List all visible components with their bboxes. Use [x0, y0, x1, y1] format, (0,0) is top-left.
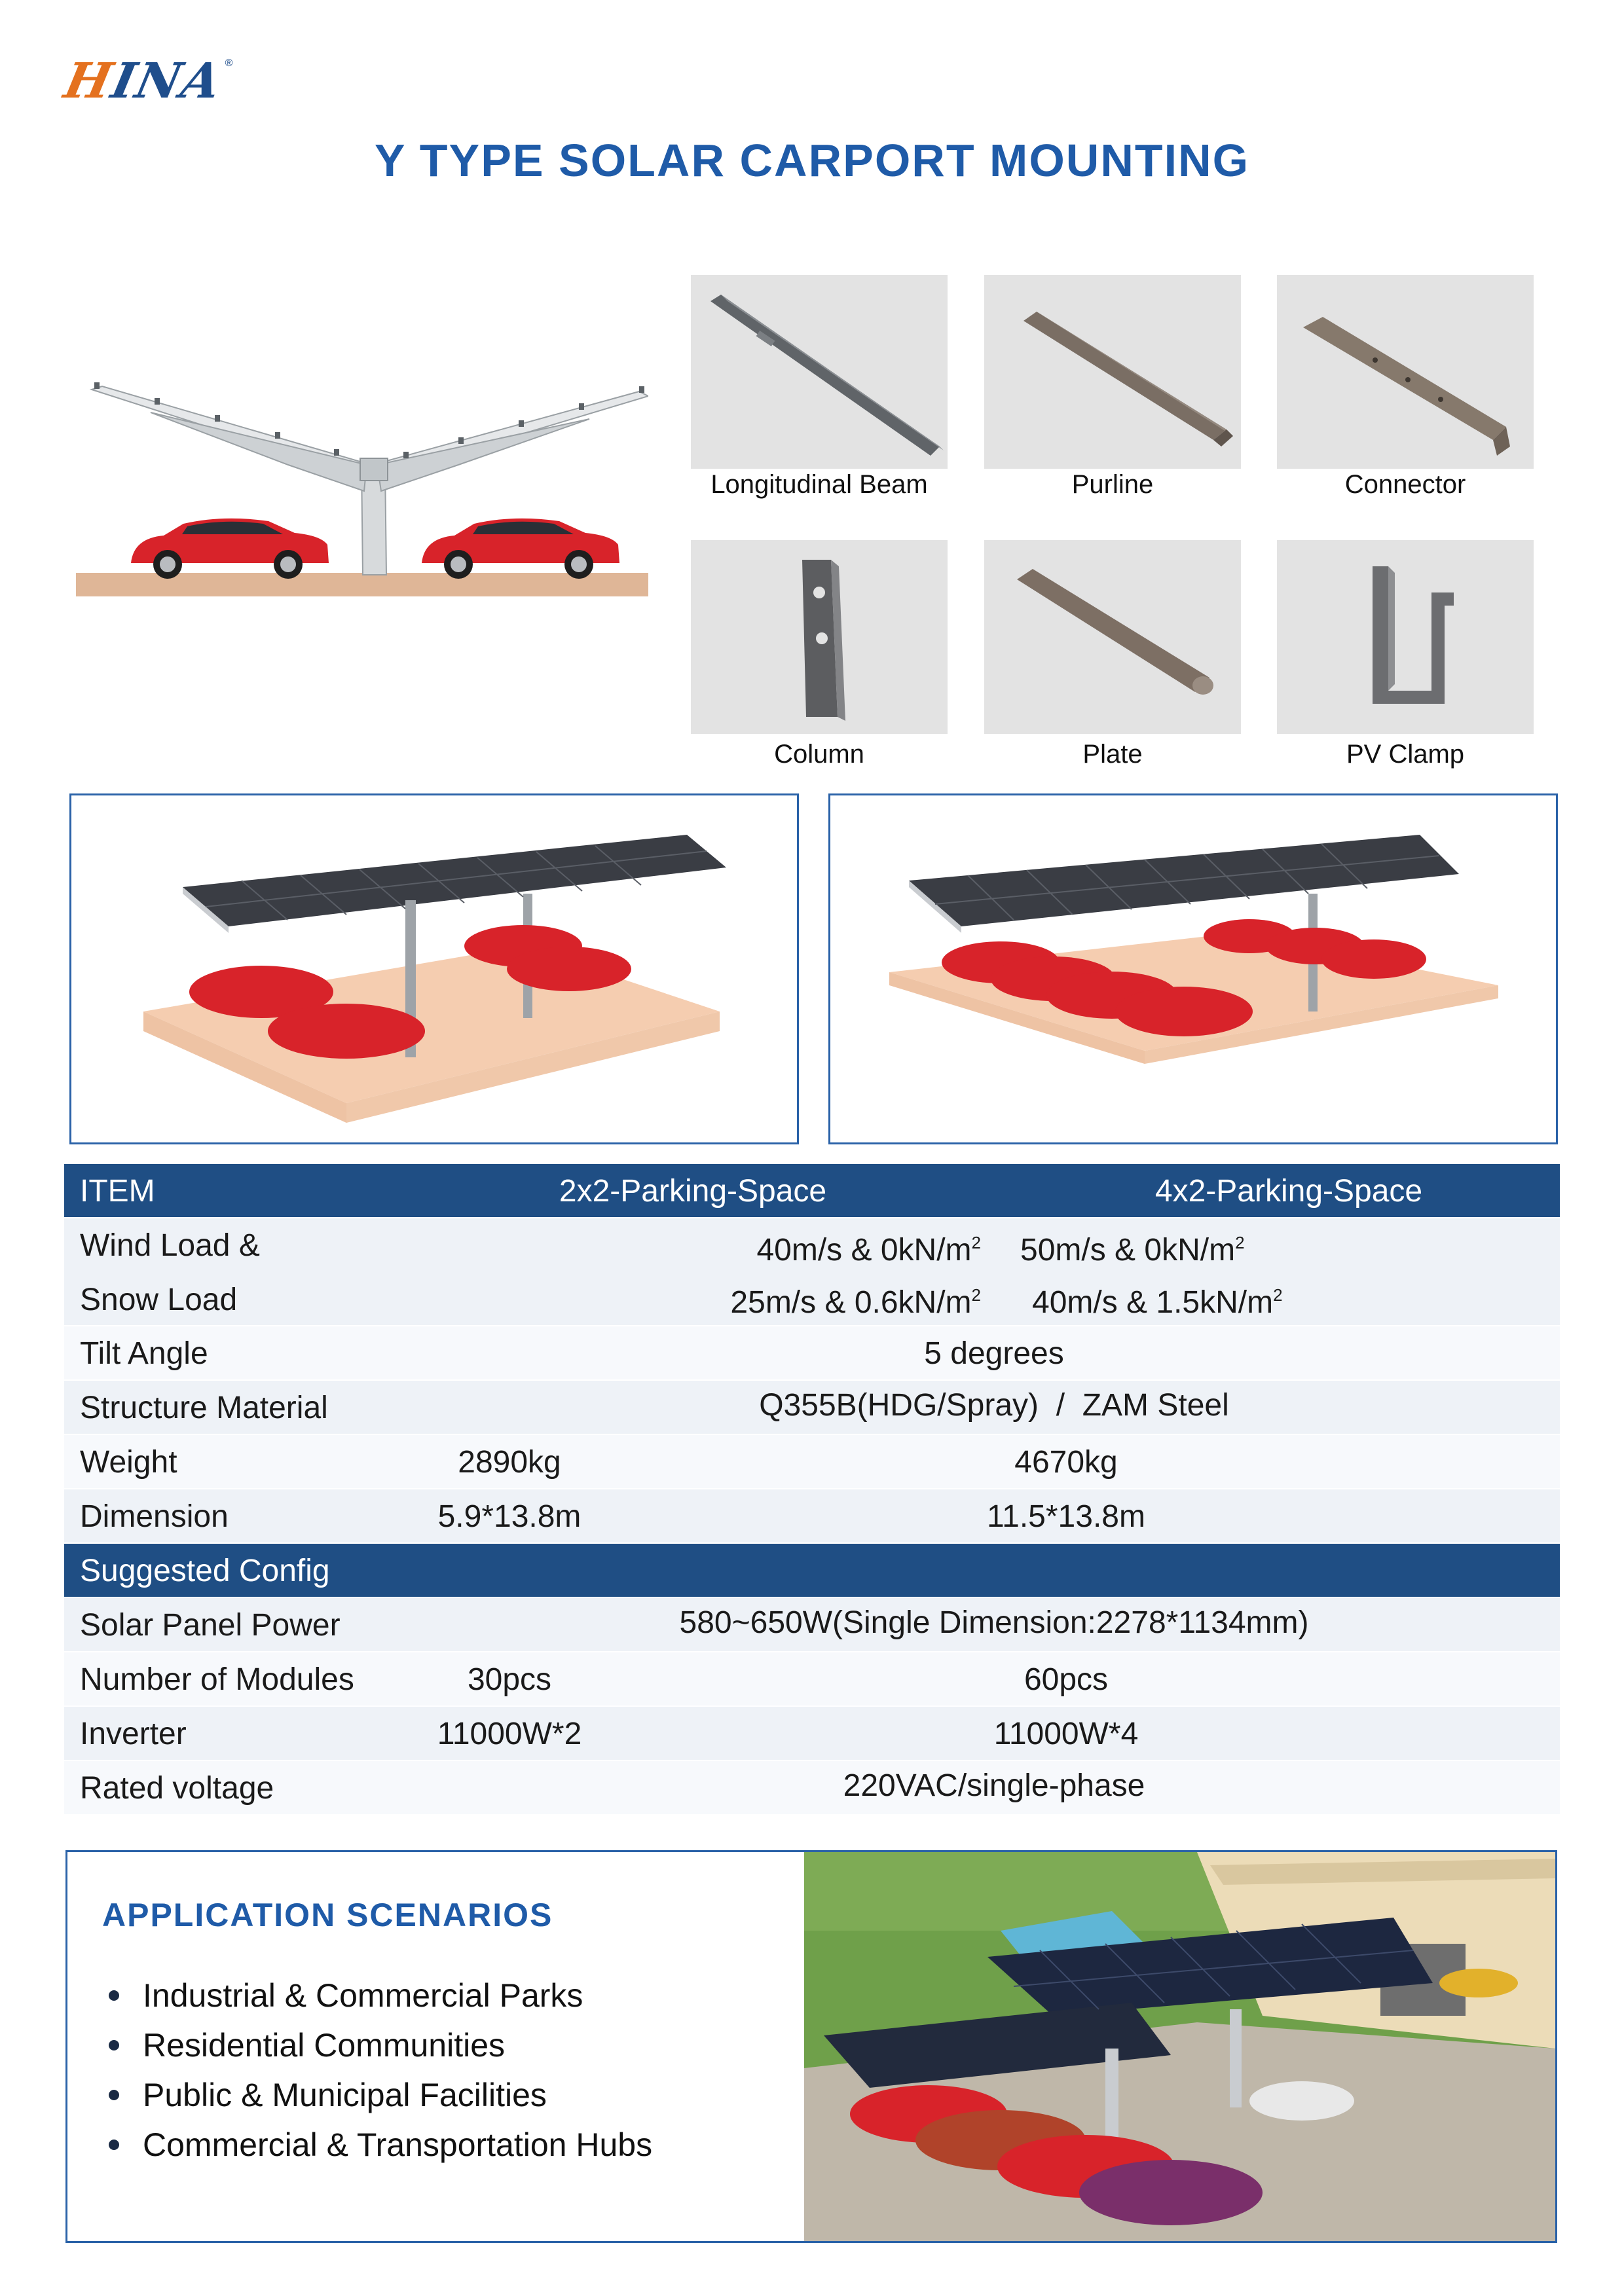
part-label-purline: Purline — [1071, 470, 1154, 499]
logo-letter-h: H — [59, 53, 119, 109]
rated-voltage-label: Rated voltage — [80, 1771, 274, 1806]
part-label-plate: Plate — [1082, 740, 1143, 769]
row-solar-panel-power — [64, 1598, 1560, 1652]
snow-load-label: Snow Load — [80, 1283, 238, 1317]
part-tile-longitudinal-beam — [691, 275, 948, 469]
list-item: Commercial & Transportation Hubs — [102, 2120, 652, 2170]
suggested-config-header — [64, 1544, 1560, 1598]
structure-material-value: Q355B(HDG/Spray) / ZAM Steel — [759, 1388, 1229, 1423]
wind-load-4x2: 50m/s & $0kN/m^2$ — [1020, 1233, 1245, 1267]
spec-table-header — [64, 1164, 1560, 1218]
dimension-2x2: 5.9*13.8m — [437, 1499, 581, 1534]
row-inverter — [64, 1707, 1560, 1761]
snow-load-4x2: 40m/s & $1.5kN/m^2$ — [1032, 1285, 1283, 1320]
application-scenarios-title: APPLICATION SCENARIOS — [102, 1897, 553, 1933]
part-tile-pv-clamp — [1277, 540, 1534, 734]
wind-load-label: Wind Load & — [80, 1228, 260, 1263]
list-item: Residential Communities — [102, 2020, 652, 2070]
row-dimension — [64, 1489, 1560, 1544]
part-tile-plate — [984, 540, 1241, 734]
modules-2x2: 30pcs — [467, 1662, 552, 1697]
carport-render-2x2 — [71, 795, 797, 1142]
weight-2x2: 2890kg — [458, 1445, 561, 1480]
page-title: Y TYPE SOLAR CARPORT MOUNTING — [374, 135, 1250, 186]
part-tile-connector — [1277, 275, 1534, 469]
modules-4x2: 60pcs — [1024, 1662, 1109, 1697]
purline-part-icon — [984, 275, 1241, 469]
part-label-longitudinal-beam: Longitudinal Beam — [710, 470, 928, 499]
header-4x2: 4x2-Parking-Space — [1154, 1174, 1423, 1209]
row-weight — [64, 1435, 1560, 1489]
dimension-4x2: 11.5*13.8m — [987, 1499, 1145, 1534]
part-label-pv-clamp: PV Clamp — [1346, 740, 1465, 769]
inverter-4x2: 11000W*4 — [993, 1717, 1139, 1751]
solar-panel-power-label: Solar Panel Power — [80, 1608, 341, 1643]
y-carport-elevation-illustration — [72, 367, 648, 602]
solar-panel-power-value: 580~650W(Single Dimension:2278*1134mm) — [679, 1605, 1309, 1640]
weight-label: Weight — [80, 1445, 177, 1480]
suggested-config-label: Suggested Config — [80, 1554, 330, 1588]
snow-load-2x2: 25m/s & $0.6kN/m^2$ — [730, 1285, 981, 1320]
weight-4x2: 4670kg — [1014, 1445, 1118, 1480]
plate-part-icon — [984, 540, 1241, 734]
header-item: ITEM — [80, 1174, 155, 1209]
beam-part-icon — [691, 275, 948, 469]
carport-render-4x2 — [830, 795, 1556, 1142]
dimension-label: Dimension — [80, 1499, 229, 1534]
render-2x2-parking-space — [69, 793, 799, 1144]
part-label-connector: Connector — [1344, 470, 1466, 499]
logo-letters: INA — [106, 53, 227, 109]
render-4x2-parking-space — [828, 793, 1558, 1144]
application-scenarios-list — [102, 1971, 652, 2170]
residential-carport-photo — [804, 1852, 1555, 2241]
part-tile-purline — [984, 275, 1241, 469]
row-tilt-angle — [64, 1326, 1560, 1381]
inverter-2x2: 11000W*2 — [437, 1717, 582, 1751]
pv-clamp-part-icon — [1277, 540, 1534, 734]
list-item: Public & Municipal Facilities — [102, 2070, 652, 2120]
row-rated-voltage — [64, 1761, 1560, 1815]
structure-material-label: Structure Material — [80, 1391, 328, 1425]
tilt-angle-label: Tilt Angle — [80, 1336, 208, 1371]
row-number-of-modules — [64, 1652, 1560, 1707]
spec-table — [64, 1164, 1560, 1815]
row-wind-snow-load — [64, 1218, 1560, 1326]
part-label-column: Column — [774, 740, 864, 769]
row-structure-material — [64, 1381, 1560, 1435]
part-tile-column — [691, 540, 948, 734]
wind-load-2x2: 40m/s & $0kN/m^2$ — [756, 1233, 981, 1267]
inverter-label: Inverter — [80, 1717, 187, 1751]
number-of-modules-label: Number of Modules — [80, 1662, 354, 1697]
header-2x2: 2x2-Parking-Space — [559, 1174, 827, 1209]
list-item: Industrial & Commercial Parks — [102, 1971, 652, 2020]
column-part-icon — [691, 540, 948, 734]
tilt-angle-value: 5 degrees — [924, 1336, 1064, 1371]
registered-mark: ® — [225, 58, 233, 69]
rated-voltage-value: 220VAC/single-phase — [843, 1768, 1145, 1803]
brand-logo — [59, 53, 242, 109]
connector-part-icon — [1277, 275, 1534, 469]
